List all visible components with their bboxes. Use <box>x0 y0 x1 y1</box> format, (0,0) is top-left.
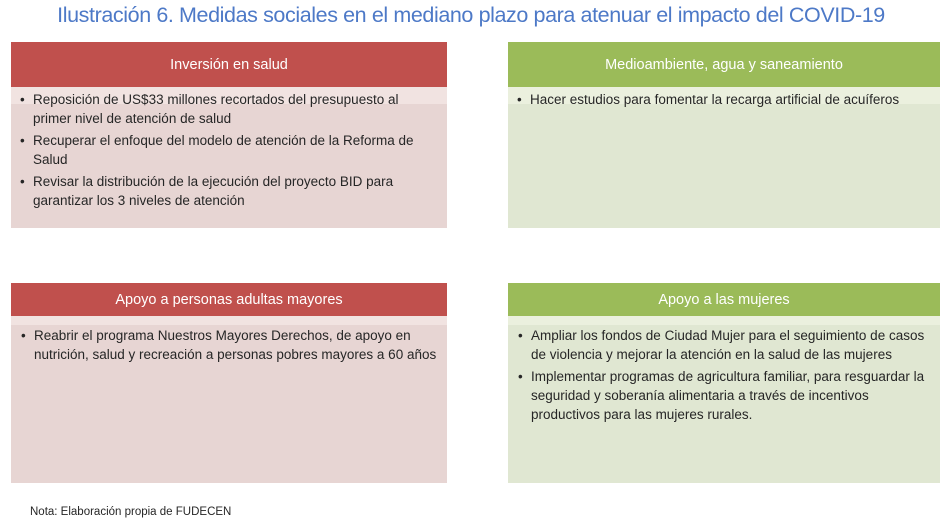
card-body-adultas-mayores <box>11 316 447 483</box>
bullet-list-apoyo-mujeres <box>508 316 940 424</box>
card-body-medioambiente <box>508 87 940 228</box>
bullet-item: • Hacer estudios para fomentar la recarga artificial de acuíferos <box>517 90 932 109</box>
card-medioambiente-agua-saneamiento <box>508 42 940 228</box>
figure-title: Ilustración 6. Medidas sociales en el mediano plazo para atenuar el impacto del COVID-19 <box>57 3 885 27</box>
card-header-apoyo-mujeres: Apoyo a las mujeres <box>508 283 940 316</box>
bullet-item: • Recuperar el enfoque del modelo de atención de la Reforma de Salud <box>20 131 439 169</box>
card-apoyo-mujeres <box>508 283 940 483</box>
card-body-inversion-en-salud <box>11 87 447 228</box>
card-header-inversion-en-salud: Inversión en salud <box>11 42 447 87</box>
card-header-adultas-mayores: Apoyo a personas adultas mayores <box>11 283 447 316</box>
source-note: Nota: Elaboración propia de FUDECEN <box>30 506 232 518</box>
card-inversion-en-salud <box>11 42 447 228</box>
bullet-item: • Reposición de US$33 millones recortados del presupuesto al primer nivel de atención de salud <box>20 90 439 128</box>
card-body-apoyo-mujeres <box>508 316 940 483</box>
card-apoyo-adultas-mayores <box>11 283 447 483</box>
bullet-list-adultas-mayores <box>11 316 447 364</box>
bullet-list-medioambiente <box>508 87 940 109</box>
bullet-item: • Reabrir el programa Nuestros Mayores Derechos, de apoyo en nutrición, salud y recreación a personas pobres mayores a 60 años <box>21 326 437 364</box>
card-header-medioambiente: Medioambiente, agua y saneamiento <box>508 42 940 87</box>
bullet-item: • Ampliar los fondos de Ciudad Mujer para el seguimiento de casos de violencia y mejorar la atención en la salud de las mujeres <box>518 326 930 364</box>
bullet-item: • Revisar la distribución de la ejecución del proyecto BID para garantizar los 3 niveles de atención <box>20 172 439 210</box>
bullet-list-inversion-en-salud <box>11 87 447 210</box>
bullet-item: • Implementar programas de agricultura familiar, para resguardar la seguridad y soberanía alimentaria a través de incentivos productivos para las mujeres rurales. <box>518 367 930 424</box>
